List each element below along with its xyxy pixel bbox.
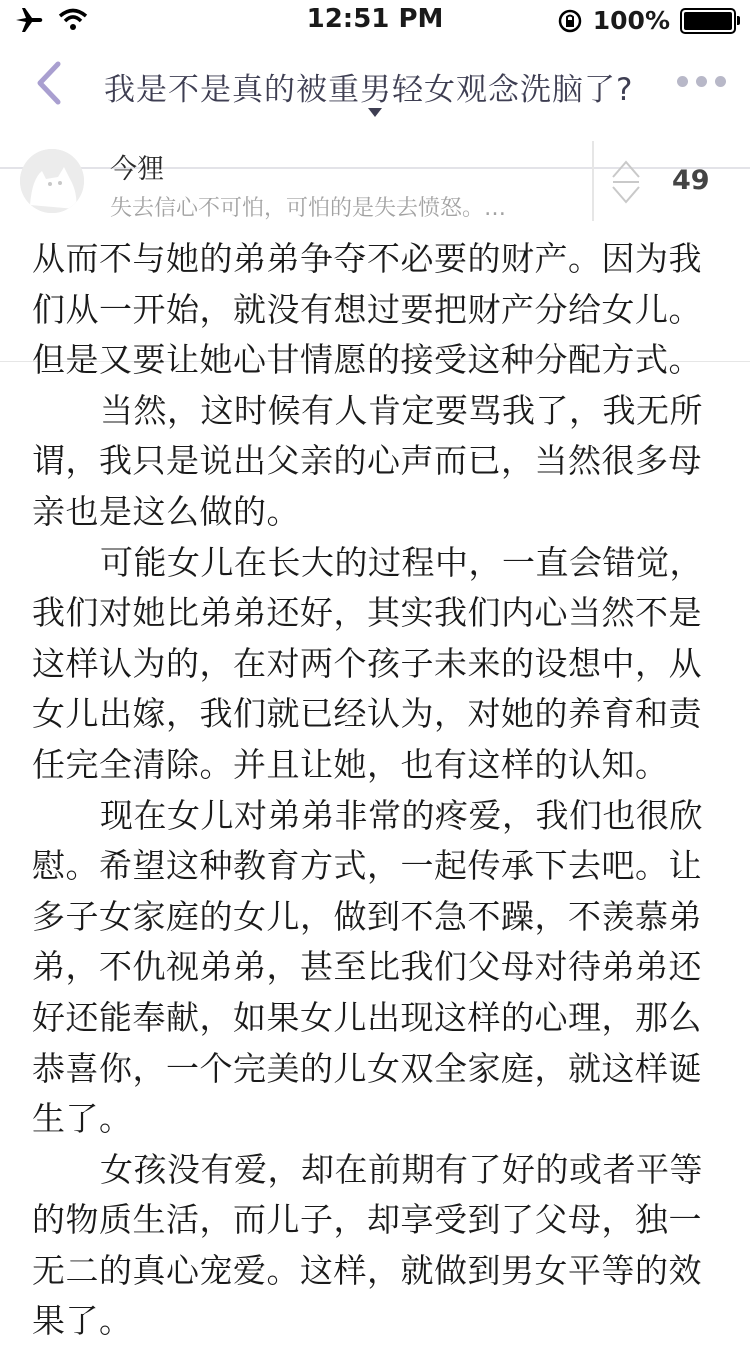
vote-arrows-icon[interactable] [610,159,642,205]
more-dot [696,76,707,87]
status-right [557,6,736,35]
more-dot [677,76,688,87]
nav-bar [0,40,750,128]
status-time: 12:51 PM [306,4,444,34]
default-avatar-icon [20,149,84,213]
avatar[interactable] [20,149,84,213]
paragraph: 现在女儿对弟弟非常的疼爱，我们也很欣慰。希望这种教育方式，一起传承下去吧。让多子女家庭的女儿，做到不急不躁，不羡慕弟弟，不仇视弟弟，甚至比我们父母对待弟弟还好还能奉献，如果女儿出现这样的心理，那么恭喜你，一个完美的儿女双全家庭，就这样诞生了。 [32,795,703,1139]
battery-percent: 100% [592,6,670,35]
title-dropdown-icon[interactable] [368,108,382,117]
more-dot [715,76,726,87]
battery-icon [680,8,736,34]
more-horizontal-icon[interactable] [677,76,726,87]
author-row[interactable] [0,129,750,233]
orientation-lock-icon [557,8,583,34]
chevron-left-icon[interactable] [28,58,72,108]
paragraph: 可能女儿在长大的过程中，一直会错觉，我们对她比弟弟还好，其实我们内心当然不是这样认为的，在对两个孩子未来的设想中，从女儿出嫁，我们就已经认为，对她的养育和责任完全清除。并且让她，也有这样的认知。 [32,542,703,784]
vote-count: 49 [672,165,710,196]
paragraph: 当然，这时候有人肯定要骂我了，我无所谓，我只是说出父亲的心声而已，当然很多母亲也是这么做的。 [32,390,703,531]
question-title[interactable]: 我是不是真的被重男轻女观念洗脑了? [104,72,634,108]
author-signature: 失去信心不可怕，可怕的是失去愤怒。… [110,196,507,221]
battery-fill [684,12,732,30]
vertical-divider [592,141,594,221]
status-bar [0,0,750,40]
paragraph: 女孩没有爱，却在前期有了好的或者平等的物质生活，而儿子，却享受到了父母，独一无二的真心宠爱。这样，就做到男女平等的效果了。 [32,1149,703,1341]
author-name[interactable]: 今狸 [110,154,164,185]
answer-content [32,234,722,1347]
paragraph: 从而不与她的弟弟争夺不必要的财产。因为我们从一开始，就没有想过要把财产分给女儿。但是又要让她心甘情愿的接受这种分配方式。 [32,239,702,380]
